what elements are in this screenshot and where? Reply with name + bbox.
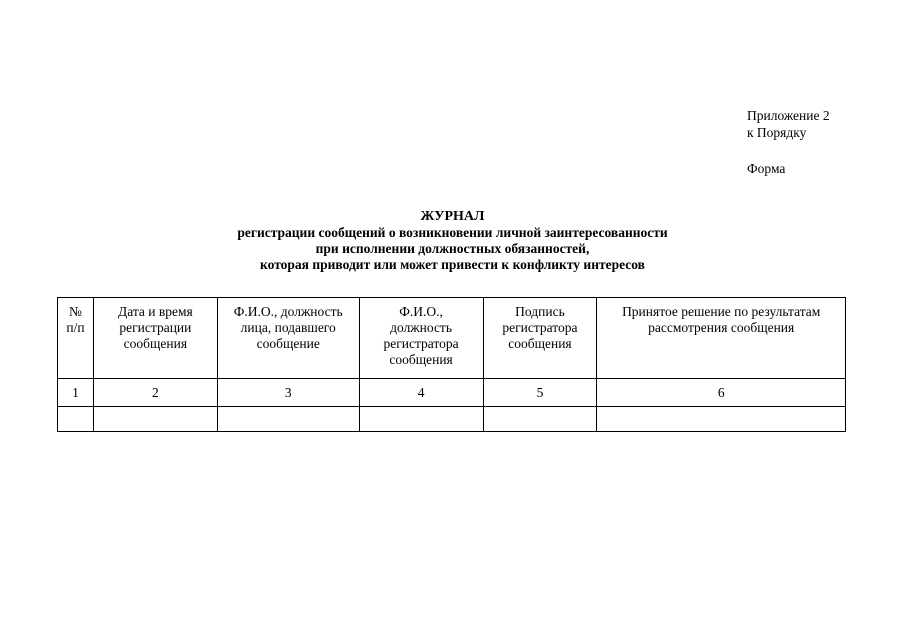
appendix-line-2: к Порядку — [747, 125, 807, 140]
header-text: рассмотрения сообщения — [648, 320, 795, 335]
header-cell-registrar — [359, 298, 483, 379]
number-cell: 4 — [359, 379, 483, 407]
header-text: Принятое решение по результатам — [622, 304, 821, 319]
number-cell: 2 — [93, 379, 217, 407]
document-title — [0, 209, 905, 273]
table-number-row — [58, 379, 846, 407]
header-text: сообщения — [389, 352, 453, 367]
form-label: Форма — [747, 161, 786, 176]
header-text: сообщения — [123, 336, 188, 351]
header-text: сообщения — [508, 336, 572, 351]
header-text: Дата и время — [118, 304, 193, 319]
header-text: лица, подавшего — [240, 320, 336, 335]
empty-cell — [359, 407, 483, 432]
number-cell: 5 — [483, 379, 597, 407]
header-cell-datetime — [93, 298, 217, 379]
empty-cell — [597, 407, 846, 432]
header-text: Ф.И.О., — [399, 304, 443, 319]
empty-cell — [58, 407, 94, 432]
empty-cell — [217, 407, 359, 432]
appendix-line-1: Приложение 2 — [747, 108, 830, 123]
header-text: регистратора — [383, 336, 459, 351]
header-text: Ф.И.О., должность — [233, 304, 343, 319]
number-cell: 3 — [217, 379, 359, 407]
header-text: регистрации — [119, 320, 192, 335]
header-cell-number — [58, 298, 94, 379]
header-text: Подпись — [515, 304, 565, 319]
number-cell: 1 — [58, 379, 94, 407]
journal-table — [57, 297, 846, 432]
title-line-2: при исполнении должностных обязанностей, — [315, 241, 590, 256]
header-text: регистратора — [502, 320, 578, 335]
header-cell-submitter — [217, 298, 359, 379]
number-cell: 6 — [597, 379, 846, 407]
header-cell-decision — [597, 298, 846, 379]
header-text: № — [69, 304, 82, 319]
header-text: п/п — [66, 320, 85, 335]
empty-cell — [93, 407, 217, 432]
header-text: должность — [390, 320, 452, 335]
header-text: сообщение — [256, 336, 320, 351]
title-main: ЖУРНАЛ — [420, 209, 485, 224]
title-line-1: регистрации сообщений о возникновении личной заинтересованности — [237, 225, 668, 240]
empty-cell — [483, 407, 597, 432]
table-empty-row — [58, 407, 846, 432]
table-header-row — [58, 298, 846, 379]
appendix-note — [747, 107, 830, 141]
title-line-3: которая приводит или может привести к конфликту интересов — [260, 257, 645, 272]
header-cell-signature — [483, 298, 597, 379]
